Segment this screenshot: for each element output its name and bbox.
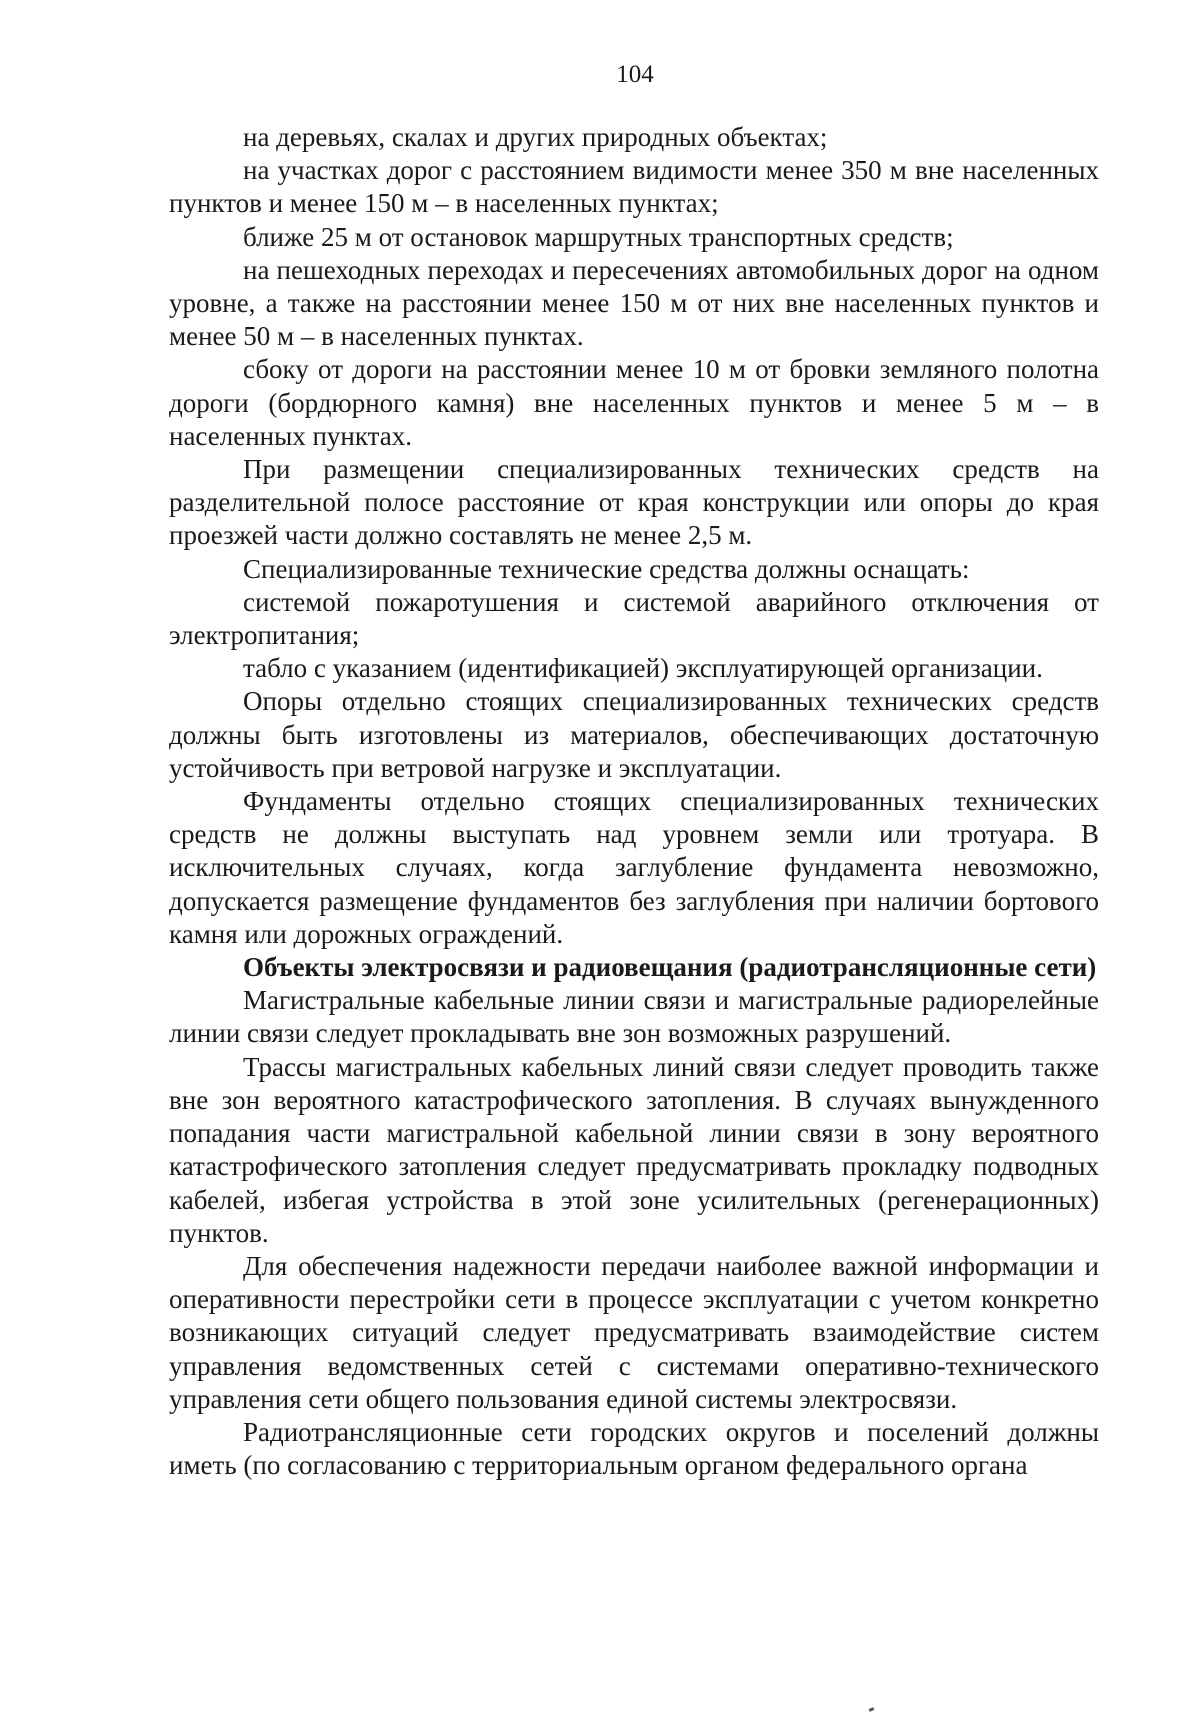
paragraph: Фундаменты отдельно стоящих специализированных технических средств не должны выступать над уровнем земли или тротуара. В исключительных случаях, когда заглубление фундамента невозможно, допускается размещение фундаментов без заглубления при наличии бортового камня или дорожных ограждений. bbox=[169, 786, 1099, 949]
paragraph: Радиотрансляционные сети городских округов и поселений должны иметь (по согласованию с территориальным органом федерального органа bbox=[169, 1416, 1099, 1481]
paragraph: При размещении специализированных технических средств на разделительной полосе расстояние от края конструкции или опоры до края проезжей части должно составлять не менее 2,5 м. bbox=[169, 454, 1099, 551]
body-text bbox=[169, 121, 1099, 1482]
paragraph: на деревьях, скалах и других природных объектах; bbox=[243, 122, 828, 152]
scan-mark bbox=[869, 1707, 875, 1712]
paragraph: на пешеходных переходах и пересечениях автомобильных дорог на одном уровне, а также на расстоянии менее 150 м от них вне населенных пунктов и менее 50 м – в населенных пунктах. bbox=[169, 254, 1099, 352]
paragraph: Магистральные кабельные линии связи и магистральные радиорелейные линии связи следует прокладывать вне зон возможных разрушений. bbox=[169, 985, 1099, 1049]
paragraph: ближе 25 м от остановок маршрутных транспортных средств; bbox=[243, 221, 954, 252]
paragraph: Для обеспечения надежности передачи наиболее важной информации и оперативности перестройки сети в процессе эксплуатации с учетом конкретно возникающих ситуаций следует предусматривать взаимодействие систем управления ведомственных сетей с системами оперативно-технического управления сети общего пользования единой системы электросвязи. bbox=[169, 1250, 1099, 1414]
paragraph: сбоку от дороги на расстоянии менее 10 м от бровки земляного полотна дороги (бордюрного камня) вне населенных пунктов и менее 5 м – в населенных пунктах. bbox=[169, 354, 1099, 451]
paragraph: Опоры отдельно стоящих специализированных технических средств должны быть изготовлены из материалов, обеспечивающих достаточную устойчивость при ветровой нагрузке и эксплуатации. bbox=[169, 686, 1099, 783]
paragraph: табло с указанием (идентификацией) эксплуатирующей организации. bbox=[243, 653, 1043, 684]
page-number: 104 bbox=[616, 61, 654, 88]
paragraph: системой пожаротушения и системой аварийного отключения от электропитания; bbox=[169, 586, 1099, 651]
paragraph: Специализированные технические средства должны оснащать: bbox=[243, 553, 970, 584]
paragraph: Трассы магистральных кабельных линий связи следует проводить также вне зон вероятного катастрофического затопления. В случаях вынужденного попадания части магистральной кабельной линии связи в зону вероятного катастрофического затопления следует предусматривать прокладку подводных кабелей, избегая устройства в этой зоне усилительных (регенерационных) пунктов. bbox=[169, 1051, 1099, 1248]
section-heading: Объекты электросвязи и радиовещания (радиотрансляционные сети) bbox=[243, 952, 1097, 983]
paragraph: на участках дорог с расстоянием видимости менее 350 м вне населенных пунктов и менее 150 м – в населенных пунктах; bbox=[169, 155, 1099, 219]
